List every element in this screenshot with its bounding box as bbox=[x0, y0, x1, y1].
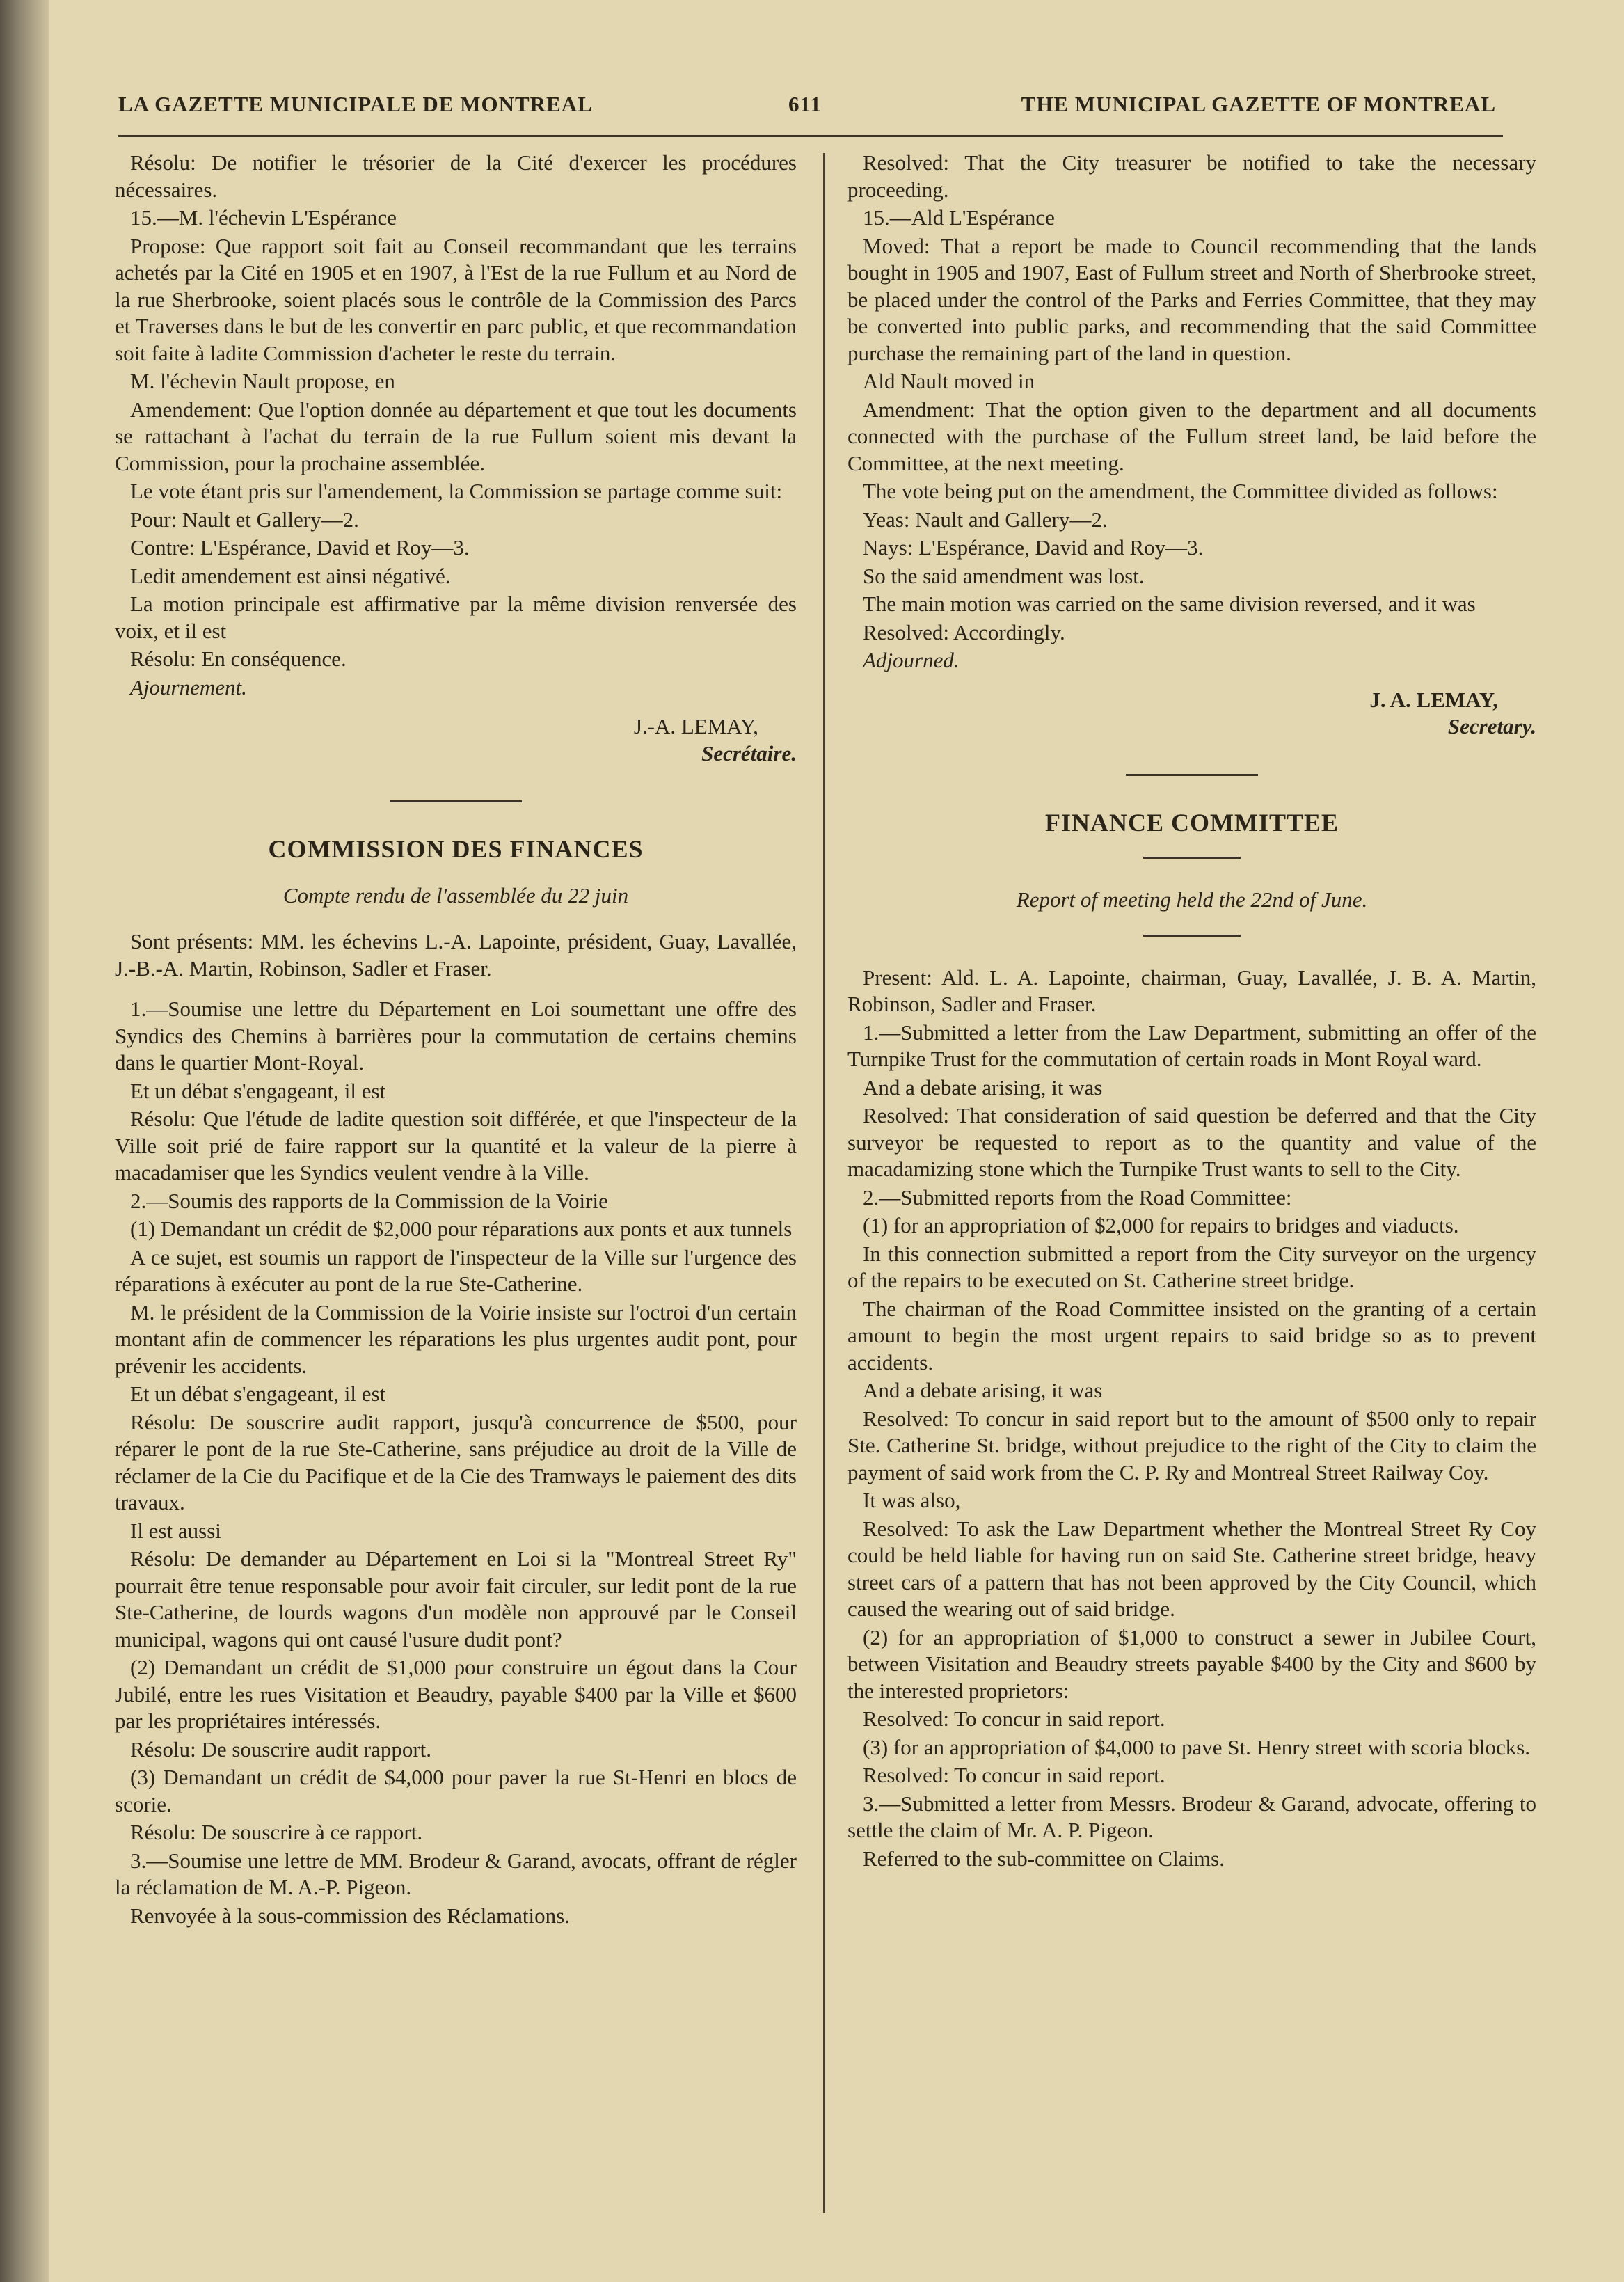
paragraph: Nays: L'Espérance, David and Roy—3. bbox=[863, 535, 1204, 560]
paragraph: Résolu: De notifier le trésorier de la Cité d'exercer les procédures nécessaires. bbox=[115, 150, 797, 202]
paragraph: So the said amendment was lost. bbox=[863, 563, 1145, 588]
paragraph: Résolu: De souscrire audit rapport. bbox=[130, 1736, 432, 1761]
paragraph: Resolved: That the City treasurer be notified to take the necessary proceeding. bbox=[847, 150, 1536, 202]
paragraph: Amendement: Que l'option donnée au département et que tout les documents se rattachant à l'achat du terrain de la rue Fullum soient mis devant la Commission, pour la prochaine assemblée. bbox=[115, 397, 797, 475]
paragraph: Yeas: Nault and Gallery—2. bbox=[863, 507, 1108, 532]
french-minutes-continued bbox=[115, 150, 797, 701]
paragraph: Résolu: De souscrire à ce rapport. bbox=[130, 1820, 423, 1844]
paragraph: Renvoyée à la sous-commission des Réclamations. bbox=[130, 1903, 570, 1928]
french-section-subtitle: Compte rendu de l'assemblée du 22 juin bbox=[282, 882, 629, 908]
french-column bbox=[115, 150, 797, 1931]
paragraph: Resolved: To concur in said report. bbox=[863, 1763, 1165, 1787]
column-divider bbox=[823, 153, 825, 2213]
paragraph: Adjourned. bbox=[863, 648, 960, 672]
paragraph: It was also, bbox=[863, 1488, 961, 1512]
paragraph: 2.—Soumis des rapports de la Commission de la Voirie bbox=[130, 1188, 608, 1213]
paragraph: Et un débat s'engageant, il est bbox=[130, 1381, 386, 1406]
paragraph: 15.—M. l'échevin L'Espérance bbox=[130, 205, 397, 230]
paragraph: 2.—Submitted reports from the Road Committee: bbox=[863, 1184, 1292, 1210]
english-section-title: FINANCE COMMITTEE bbox=[1044, 808, 1339, 837]
section-separator bbox=[390, 800, 522, 802]
paragraph: And a debate arising, it was bbox=[863, 1378, 1103, 1402]
paragraph: Résolu: De souscrire audit rapport, jusqu'à concurrence de $500, pour réparer le pont de la rue Ste-Catherine, sans préjudice au droit de la Ville de réclamer de la Cie du Pacifique et de la Cie des Tramways le paiement des dits travaux. bbox=[115, 1409, 797, 1514]
english-signature bbox=[847, 687, 1536, 740]
paragraph: Ledit amendement est ainsi négativé. bbox=[130, 563, 451, 588]
paragraph: A ce sujet, est soumis un rapport de l'inspecteur de la Ville sur l'urgence des réparations à exécuter au pont de la rue Ste-Catherine. bbox=[115, 1244, 797, 1296]
paragraph: Ajournement. bbox=[130, 674, 247, 699]
header-english-title: THE MUNICIPAL GAZETTE OF MONTREAL bbox=[1021, 92, 1496, 116]
signature-name: J.-A. LEMAY, bbox=[633, 714, 758, 738]
page-number: 611 bbox=[788, 92, 822, 116]
paragraph: Résolu: Que l'étude de ladite question soit différée, et que l'inspecteur de la Ville soit prié de faire rapport sur la quantité et la valeur de la pierre à macadamiser que les Syndics veulent vendre à la Ville. bbox=[115, 1107, 797, 1184]
paragraph: 15.—Ald L'Espérance bbox=[863, 205, 1055, 230]
paragraph: 1.—Soumise une lettre du Département en Loi soumettant une offre des Syndics des Chemins à barrières pour la commutation de certains chemins dans le quartier Mont-Royal. bbox=[115, 997, 797, 1075]
signature-name: J. A. LEMAY, bbox=[1369, 687, 1498, 712]
paragraph: (1) for an appropriation of $2,000 for repairs to bridges and viaducts. bbox=[863, 1213, 1459, 1237]
paragraph: Resolved: To concur in said report but to the amount of $500 only to repair Ste. Catherine St. bridge, without prejudice to the right of the City to claim the payment of said work from the C. P. Ry and Montreal Street Railway Coy. bbox=[847, 1406, 1536, 1484]
french-finance-minutes bbox=[115, 928, 797, 1929]
paragraph: Resolved: Accordingly. bbox=[863, 619, 1065, 644]
english-minutes-continued bbox=[847, 150, 1536, 674]
signature-title: Secrétaire. bbox=[701, 740, 797, 766]
paragraph: Sont présents: MM. les échevins L.-A. Lapointe, président, Guay, Lavallée, J.-B.-A. Martin, Robinson, Sadler et Fraser. bbox=[115, 929, 797, 981]
paragraph: M. le président de la Commission de la Voirie insiste sur l'octroi d'un certain montant afin de commencer les réparations les plus urgentes audit pont, pour prévenir les accidents. bbox=[115, 1299, 797, 1378]
section-separator bbox=[1126, 774, 1258, 776]
paragraph: 3.—Submitted a letter from Messrs. Brodeur & Garand, advocate, offering to settle the claim of Mr. A. P. Pigeon. bbox=[847, 1791, 1536, 1842]
subtitle-separator bbox=[1143, 935, 1241, 937]
paragraph: Propose: Que rapport soit fait au Conseil recommandant que les terrains achetés par la Cité en 1905 et en 1907, à l'Est de la rue Fullum et au Nord de la rue Sherbrooke, soient placés sous le contrôle de la Commission des Parcs et Traverses dans le but de les convertir en parc public, et que recommandation soit faite à ladite Commission d'acheter le reste du terrain. bbox=[115, 233, 797, 365]
french-section-title: COMMISSION DES FINANCES bbox=[268, 835, 644, 863]
paragraph: Resolved: That consideration of said question be deferred and that the City surveyor be requested to report as to the quantity and value of the macadamizing stone which the Turnpike Trust wants to sell to the City. bbox=[847, 1103, 1536, 1181]
paragraph: (3) Demandant un crédit de $4,000 pour paver la rue St-Henri en blocs de scorie. bbox=[115, 1765, 797, 1816]
paragraph: Resolved: To ask the Law Department whether the Montreal Street Ry Coy could be held liable for having run on said Ste. Catherine street bridge, heavy street cars of a pattern that has not been approved by the City Council, which caused the wearing out of said bridge. bbox=[847, 1516, 1536, 1621]
paragraph: The main motion was carried on the same division reversed, and it was bbox=[863, 592, 1476, 616]
paragraph: The vote being put on the amendment, the Committee divided as follows: bbox=[863, 479, 1498, 503]
header-rule bbox=[118, 135, 1503, 137]
paragraph: Amendment: That the option given to the department and all documents connected with the purchase of the Fullum street land, be laid before the Committee, at the next meeting. bbox=[847, 397, 1536, 475]
title-separator bbox=[1143, 857, 1241, 859]
paragraph: The chairman of the Road Committee insisted on the granting of a certain amount to begin the most urgent repairs to said bridge so as to prevent accidents. bbox=[847, 1296, 1536, 1374]
paragraph: Referred to the sub-committee on Claims. bbox=[863, 1846, 1225, 1871]
paragraph: Moved: That a report be made to Council recommending that the lands bought in 1905 and 1907, East of Fullum street and North of Sherbrooke street, be placed under the control of the Parks and Ferries Committee, that they may be converted into public parks, and recommending that the said Committee purchase the remaining part of the land in question. bbox=[847, 233, 1536, 365]
page-header bbox=[118, 82, 1496, 131]
paragraph: M. l'échevin Nault propose, en bbox=[130, 369, 395, 393]
english-finance-minutes bbox=[847, 965, 1536, 1873]
paragraph: Le vote étant pris sur l'amendement, la Commission se partage comme suit: bbox=[130, 479, 783, 503]
paragraph: 3.—Soumise une lettre de MM. Brodeur & Garand, avocats, offrant de régler la réclamation de M. A.-P. Pigeon. bbox=[115, 1848, 797, 1899]
english-column bbox=[847, 150, 1536, 1873]
paragraph: Ald Nault moved in bbox=[863, 369, 1035, 393]
paragraph: Contre: L'Espérance, David et Roy—3. bbox=[130, 535, 470, 560]
english-section-subtitle: Report of meeting held the 22nd of June. bbox=[1016, 887, 1368, 912]
paragraph: Résolu: De demander au Département en Loi si la "Montreal Street Ry" pourrait être tenue responsable pour avoir fait circuler, sur ledit pont de la rue Ste-Catherine, de lourds wagons d'un modèle non approuvé par le Conseil municipal, wagons qui ont causé l'usure dudit pont? bbox=[115, 1546, 797, 1651]
header-french-title: LA GAZETTE MUNICIPALE DE MONTREAL bbox=[118, 92, 593, 116]
page-binding-edge bbox=[0, 0, 49, 2282]
paragraph: And a debate arising, it was bbox=[863, 1075, 1103, 1100]
paragraph: (1) Demandant un crédit de $2,000 pour réparations aux ponts et aux tunnels bbox=[130, 1217, 793, 1241]
paragraph: Il est aussi bbox=[130, 1518, 221, 1543]
paragraph: (2) for an appropriation of $1,000 to construct a sewer in Jubilee Court, between Visitation and Beaudry streets payable $400 by the City and $600 by the interested proprietors: bbox=[847, 1624, 1536, 1703]
signature-title: Secretary. bbox=[1447, 714, 1536, 738]
paragraph: 1.—Submitted a letter from the Law Department, submitting an offer of the Turnpike Trust for the commutation of certain roads in Mont Royal ward. bbox=[847, 1020, 1536, 1071]
paragraph: Pour: Nault et Gallery—2. bbox=[130, 507, 359, 532]
paragraph: In this connection submitted a report from the City surveyor on the urgency of the repairs to be executed on St. Catherine street bridge. bbox=[847, 1241, 1536, 1292]
paragraph: Resolved: To concur in said report. bbox=[863, 1706, 1165, 1731]
paragraph: (3) for an appropriation of $4,000 to pave St. Henry street with scoria blocks. bbox=[863, 1734, 1531, 1759]
paragraph: Et un débat s'engageant, il est bbox=[130, 1078, 386, 1103]
paragraph: Present: Ald. L. A. Lapointe, chairman, Guay, Lavallée, J. B. A. Martin, Robinson, Sadler and Fraser. bbox=[847, 965, 1536, 1016]
paragraph: La motion principale est affirmative par la même division renversée des voix, et il est bbox=[115, 592, 797, 643]
paragraph: (2) Demandant un crédit de $1,000 pour construire un égout dans la Cour Jubilé, entre les rues Visitation et Beaudry, payable $400 par la Ville et $600 par les propriétaires intéressés. bbox=[115, 1655, 797, 1733]
paragraph: Résolu: En conséquence. bbox=[130, 647, 347, 671]
french-signature bbox=[115, 713, 797, 767]
